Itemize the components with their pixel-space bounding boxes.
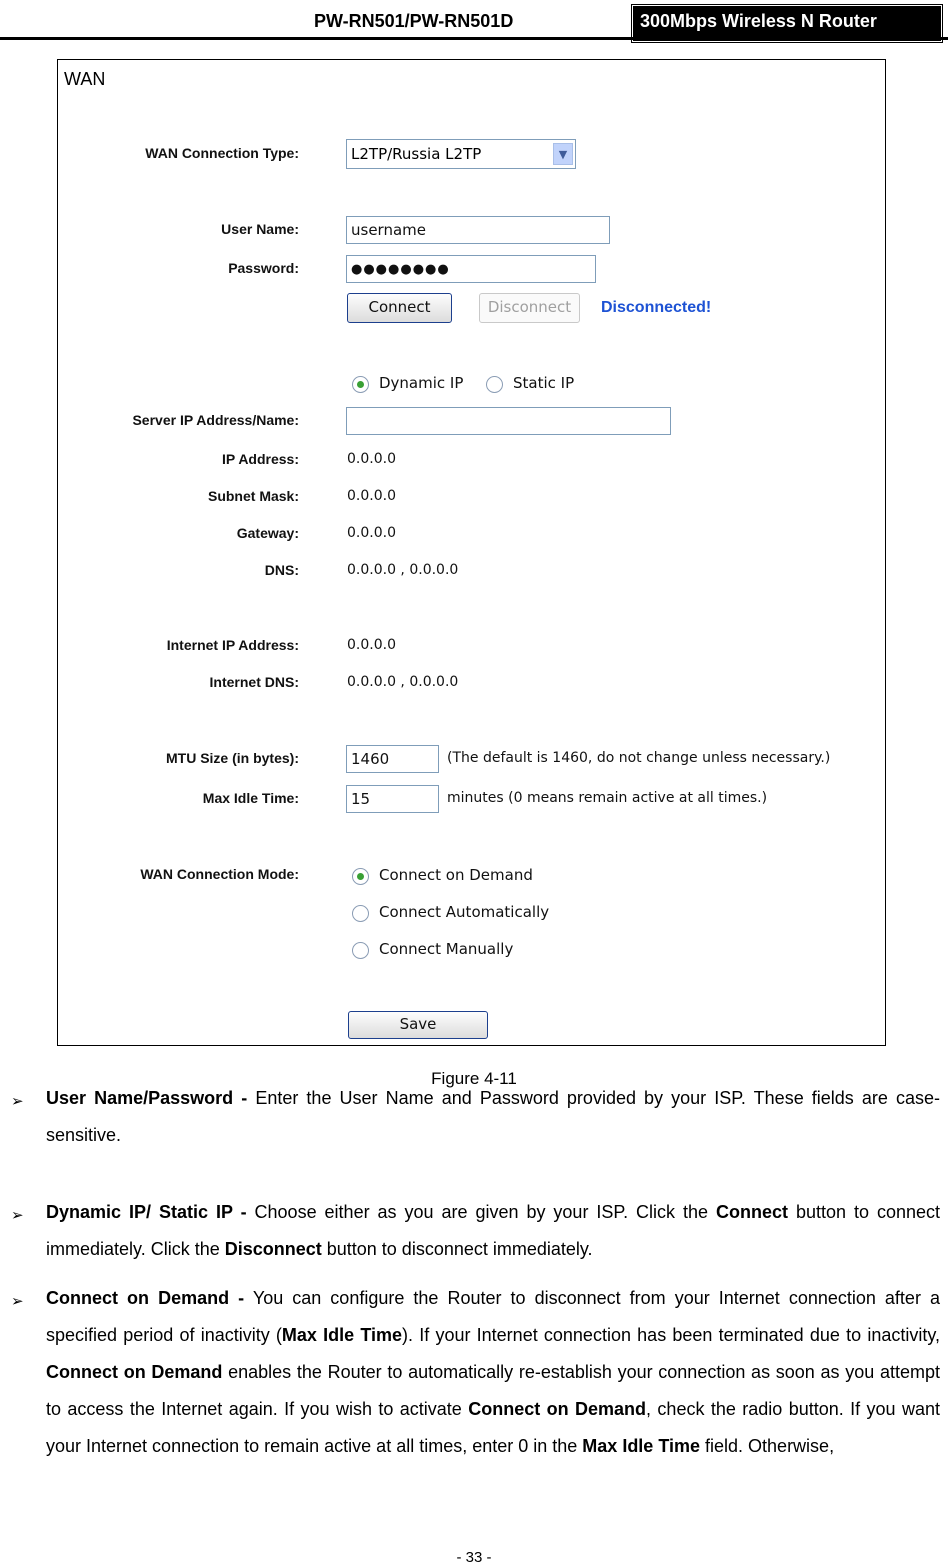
mtu-note: (The default is 1460, do not change unless necessary.) (447, 750, 831, 766)
paragraph-text: ). If your Internet connection has been terminated due to inactivity, (402, 1325, 941, 1345)
subnet-mask-value: 0.0.0.0 (347, 488, 396, 504)
paragraph-text: button to connect immediately. Click the (46, 1202, 940, 1259)
gateway-label: Gateway: (236, 525, 299, 541)
term-dynamic-static-ip: Dynamic IP/ Static IP - (46, 1202, 247, 1222)
password-label: Password: (228, 260, 299, 276)
ip-address-label: IP Address: (221, 451, 299, 467)
header-title: 300Mbps Wireless N Router (640, 11, 877, 31)
paragraph-dynamic-static-ip (46, 1194, 940, 1268)
figure-caption: Figure 4-11 (431, 1069, 517, 1088)
term-connect-on-demand: Connect on Demand - (46, 1288, 245, 1308)
connect-manually-label: Connect Manually (379, 940, 514, 958)
mtu-input[interactable]: 1460 (346, 745, 439, 773)
chevron-down-icon[interactable]: ▼ (553, 143, 573, 165)
paragraph-text: You can configure the Router to disconnect from your Internet connection after a specified period of inactivity ( (46, 1288, 940, 1345)
connect-on-demand-radio[interactable] (352, 868, 369, 885)
internet-ip-label: Internet IP Address: (166, 637, 299, 653)
paragraph-connect-on-demand (46, 1280, 940, 1465)
internet-ip-value: 0.0.0.0 (347, 637, 396, 653)
header-model: PW-RN501/PW-RN501D (314, 11, 514, 31)
term-max-idle-time: Max Idle Time (281, 1325, 403, 1345)
max-idle-label: Max Idle Time: (202, 790, 299, 806)
dns-value: 0.0.0.0 , 0.0.0.0 (347, 562, 459, 578)
static-ip-radio[interactable] (486, 376, 503, 393)
paragraph-text: enables the Router to automatically re-establish your connection as soon as you attempt to access the Internet again. If you wish to activate (46, 1362, 940, 1419)
internet-dns-value: 0.0.0.0 , 0.0.0.0 (347, 674, 459, 690)
connect-automatically-label: Connect Automatically (379, 903, 550, 921)
wan-connection-type-value: L2TP/Russia L2TP (351, 145, 482, 163)
disconnect-button[interactable]: Disconnect (479, 293, 580, 323)
wan-settings-screenshot (57, 59, 886, 1046)
wan-mode-label: WAN Connection Mode: (140, 866, 299, 882)
ip-address-value: 0.0.0.0 (347, 451, 396, 467)
paragraph-text: field. Otherwise, (700, 1436, 835, 1456)
mtu-label: MTU Size (in bytes): (165, 750, 299, 766)
gateway-value: 0.0.0.0 (347, 525, 396, 541)
password-input[interactable]: ●●●●●●●● (346, 255, 596, 283)
static-ip-label: Static IP (513, 374, 575, 392)
user-name-label: User Name: (221, 221, 299, 237)
user-name-input[interactable]: username (346, 216, 610, 244)
header-rule (0, 37, 948, 40)
internet-dns-label: Internet DNS: (209, 674, 299, 690)
connect-button[interactable]: Connect (347, 293, 452, 323)
connect-on-demand-label: Connect on Demand (379, 866, 533, 884)
connection-status: Disconnected! (601, 299, 712, 316)
term-user-name-password: User Name/Password - (46, 1088, 248, 1108)
subnet-mask-label: Subnet Mask: (207, 488, 299, 504)
bullet-arrow-icon: ➢ (11, 1207, 24, 1224)
dynamic-ip-label: Dynamic IP (379, 374, 464, 392)
max-idle-input[interactable]: 15 (346, 785, 439, 813)
wan-section-title: WAN (64, 69, 106, 89)
server-ip-label: Server IP Address/Name: (132, 412, 299, 428)
paragraph-text: Choose either as you are given by your ISP. Click the (246, 1202, 716, 1222)
dynamic-ip-radio[interactable] (352, 376, 369, 393)
paragraph-text: button to disconnect immediately. (321, 1239, 593, 1259)
term-connect-on-demand: Connect on Demand (468, 1399, 647, 1419)
term-connect: Connect (716, 1202, 788, 1222)
wan-connection-type-select[interactable] (346, 139, 576, 169)
term-max-idle-time: Max Idle Time (582, 1436, 701, 1456)
connect-automatically-radio[interactable] (352, 905, 369, 922)
bullet-arrow-icon: ➢ (11, 1093, 24, 1110)
bullet-arrow-icon: ➢ (11, 1293, 24, 1310)
wan-connection-type-label: WAN Connection Type: (145, 145, 299, 161)
max-idle-note: minutes (0 means remain active at all times.) (447, 790, 768, 806)
server-ip-input[interactable] (346, 407, 671, 435)
connect-manually-radio[interactable] (352, 942, 369, 959)
page-number: - 33 - (456, 1549, 492, 1566)
save-button[interactable]: Save (348, 1011, 488, 1039)
term-disconnect: Disconnect (224, 1239, 322, 1259)
paragraph-text: Enter the User Name and Password provided by your ISP. These fields are case-sensitive. (46, 1088, 940, 1145)
term-connect-on-demand: Connect on Demand (46, 1362, 223, 1382)
dns-label: DNS: (264, 562, 299, 578)
paragraph-user-name-password (46, 1080, 940, 1154)
paragraph-text: , check the radio button. If you want your Internet connection to remain active at all times, enter 0 in the (46, 1399, 940, 1456)
